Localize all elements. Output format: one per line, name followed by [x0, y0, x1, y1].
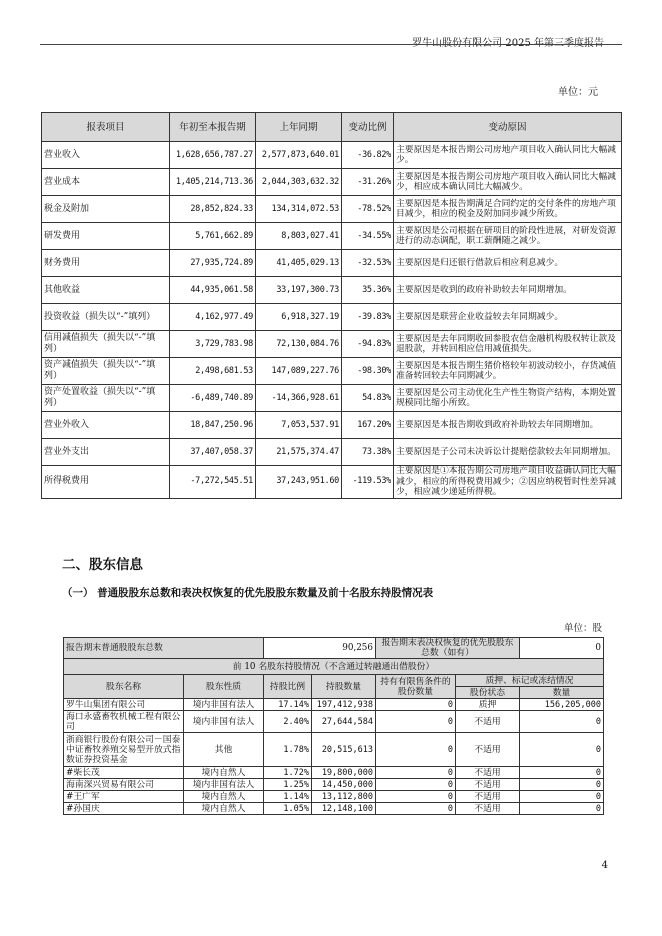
row-prior: 2,577,873,640.01 — [256, 142, 342, 169]
shareholder-restricted: 0 — [376, 733, 456, 767]
col-header-reason: 变动原因 — [394, 113, 622, 142]
hdr-pledge-group: 质押、标记或冻结情况 — [456, 675, 604, 687]
hdr-nature: 股东性质 — [184, 675, 264, 699]
shareholder-name: 海南深兴贸易有限公司 — [64, 779, 184, 791]
shareholder-name: #王广军 — [64, 791, 184, 803]
shareholder-name: 浙商银行股份有限公司－国泰中证畜牧养殖交易型开放式指数证券投资基金 — [64, 733, 184, 767]
total-label: 报告期末普通股股东总数 — [64, 638, 264, 659]
row-ratio: -98.30% — [342, 358, 394, 385]
shareholder-nature: 其他 — [184, 733, 264, 767]
table-row — [42, 250, 622, 277]
table-row — [42, 277, 622, 304]
row-item: 资产处置收益（损失以“-”填列） — [42, 385, 170, 412]
row-ratio: -36.82% — [342, 142, 394, 169]
shareholder-table — [63, 637, 604, 815]
top10-title: 前 10 名股东持股情况（不含通过转融通出借股份） — [64, 659, 604, 675]
shareholder-ratio: 1.25% — [264, 779, 312, 791]
shareholder-name: 罗牛山集团有限公司 — [64, 699, 184, 711]
shareholder-name: 海口永盛畜牧机械工程有限公司 — [64, 711, 184, 733]
row-prior: 8,803,027.41 — [256, 223, 342, 250]
row-prior: 21,575,374.47 — [256, 439, 342, 466]
page-header-title: 罗牛山股份有限公司 2025 年第三季度报告 — [412, 38, 604, 49]
shareholder-restricted: 0 — [376, 767, 456, 779]
financial-change-table — [41, 112, 622, 499]
shareholder-row — [64, 711, 604, 733]
top10-title-row — [64, 659, 604, 675]
shareholder-qty: 13,112,800 — [312, 791, 376, 803]
row-item: 营业成本 — [42, 169, 170, 196]
row-item: 其他收益 — [42, 277, 170, 304]
row-prior: 7,053,537.91 — [256, 412, 342, 439]
shareholder-restricted: 0 — [376, 803, 456, 815]
shareholder-ratio: 1.72% — [264, 767, 312, 779]
shareholder-nature: 境内非国有法人 — [184, 711, 264, 733]
shareholder-row — [64, 699, 604, 711]
row-item: 税金及附加 — [42, 196, 170, 223]
hdr-qty: 持股数量 — [312, 675, 376, 699]
row-item: 所得税费用 — [42, 466, 170, 499]
row-current: 18,847,250.96 — [170, 412, 256, 439]
shareholder-pledge-qty: 0 — [520, 791, 604, 803]
row-reason: 主要原因是收到的政府补助较去年同期增加。 — [394, 277, 622, 304]
shareholder-pledge-status: 不适用 — [456, 711, 520, 733]
row-ratio: -119.53% — [342, 466, 394, 499]
table-row — [42, 142, 622, 169]
shareholder-qty: 19,800,000 — [312, 767, 376, 779]
shareholder-qty: 12,148,100 — [312, 803, 376, 815]
row-reason: 主要原因是本报告期满足合同约定的交付条件的房地产项目减少，相应的税金及附加同步减少所致。 — [394, 196, 622, 223]
row-ratio: 167.20% — [342, 412, 394, 439]
row-ratio: -94.83% — [342, 331, 394, 358]
row-prior: 6,918,327.19 — [256, 304, 342, 331]
shareholder-ratio: 1.05% — [264, 803, 312, 815]
financial-unit: 单位：元 — [558, 87, 598, 98]
shareholder-ratio: 1.78% — [264, 733, 312, 767]
row-current: 4,162,977.49 — [170, 304, 256, 331]
row-current: 2,498,681.53 — [170, 358, 256, 385]
shareholder-nature: 境内自然人 — [184, 791, 264, 803]
row-reason: 主要原因是公司主动优化生产性生物资产结构，本期处置规模同比缩小所致。 — [394, 385, 622, 412]
shareholder-pledge-qty: 0 — [520, 733, 604, 767]
shareholder-ratio: 2.40% — [264, 711, 312, 733]
hdr-pledge-qty: 数量 — [520, 687, 604, 699]
table-row — [42, 385, 622, 412]
row-reason: 主要原因是归还银行借款后相应利息减少。 — [394, 250, 622, 277]
shareholder-pledge-qty: 0 — [520, 767, 604, 779]
shareholder-nature: 境内自然人 — [184, 767, 264, 779]
row-item: 营业外收入 — [42, 412, 170, 439]
row-reason: 主要原因是联营企业收益较去年同期减少。 — [394, 304, 622, 331]
row-item: 营业收入 — [42, 142, 170, 169]
shareholder-pledge-status: 不适用 — [456, 767, 520, 779]
row-current: 1,628,656,787.27 — [170, 142, 256, 169]
row-current: -6,489,740.89 — [170, 385, 256, 412]
row-ratio: -78.52% — [342, 196, 394, 223]
row-ratio: 35.36% — [342, 277, 394, 304]
header-divider — [40, 44, 622, 45]
row-current: 44,935,061.58 — [170, 277, 256, 304]
shareholder-total-row — [64, 638, 604, 659]
shareholder-ratio: 17.14% — [264, 699, 312, 711]
hdr-ratio: 持股比例 — [264, 675, 312, 699]
row-reason: 主要原因是本报告期公司房地产项目收入确认同比大幅减少，相应成本确认同比大幅减少。 — [394, 169, 622, 196]
shareholder-nature: 境内自然人 — [184, 803, 264, 815]
shareholder-row — [64, 791, 604, 803]
row-ratio: -39.83% — [342, 304, 394, 331]
shareholder-restricted: 0 — [376, 699, 456, 711]
row-current: 5,761,662.89 — [170, 223, 256, 250]
shareholder-row — [64, 733, 604, 767]
shareholder-pledge-status: 不适用 — [456, 803, 520, 815]
row-prior: 134,314,072.53 — [256, 196, 342, 223]
shareholder-pledge-qty: 0 — [520, 779, 604, 791]
row-prior: 72,130,084.76 — [256, 331, 342, 358]
table-row — [42, 412, 622, 439]
shareholder-name: #柴长茂 — [64, 767, 184, 779]
row-ratio: -32.53% — [342, 250, 394, 277]
row-prior: -14,366,928.61 — [256, 385, 342, 412]
row-prior: 2,044,303,632.32 — [256, 169, 342, 196]
shareholder-header-row-1 — [64, 675, 604, 687]
table-row — [42, 466, 622, 499]
shareholder-pledge-qty: 0 — [520, 711, 604, 733]
shareholder-qty: 14,450,000 — [312, 779, 376, 791]
row-ratio: 54.83% — [342, 385, 394, 412]
row-ratio: -34.55% — [342, 223, 394, 250]
row-prior: 37,243,951.60 — [256, 466, 342, 499]
col-header-prior: 上年同期 — [256, 113, 342, 142]
page-number: 4 — [601, 860, 608, 871]
shareholder-pledge-status: 不适用 — [456, 733, 520, 767]
shareholder-unit: 单位：股 — [563, 623, 602, 634]
shareholder-name: #孙国庆 — [64, 803, 184, 815]
col-header-current: 年初至本报告期 — [170, 113, 256, 142]
table-row — [42, 358, 622, 385]
row-item: 投资收益（损失以“-”填列） — [42, 304, 170, 331]
section-subtitle: （一） 普通股股东总数和表决权恢复的优先股股东数量及前十名股东持股情况表 — [62, 587, 434, 599]
row-current: -7,272,545.51 — [170, 466, 256, 499]
shareholder-qty: 27,644,584 — [312, 711, 376, 733]
table-header-row — [42, 113, 622, 142]
section-title: 二、股东信息 — [62, 557, 143, 573]
row-reason: 主要原因是公司根据在研项目的阶段性进展，对研发资源进行的动态调配，职工薪酬随之减少。 — [394, 223, 622, 250]
row-current: 3,729,783.98 — [170, 331, 256, 358]
row-prior: 147,089,227.76 — [256, 358, 342, 385]
shareholder-qty: 197,412,938 — [312, 699, 376, 711]
total-value: 90,256 — [264, 638, 376, 659]
row-item: 营业外支出 — [42, 439, 170, 466]
row-reason: 主要原因是子公司未决诉讼计提赔偿款较去年同期增加。 — [394, 439, 622, 466]
col-header-item: 报表项目 — [42, 113, 170, 142]
shareholder-nature: 境内非国有法人 — [184, 779, 264, 791]
row-item: 研发费用 — [42, 223, 170, 250]
shareholder-qty: 20,515,613 — [312, 733, 376, 767]
shareholder-pledge-qty: 0 — [520, 803, 604, 815]
shareholder-pledge-status: 质押 — [456, 699, 520, 711]
row-current: 1,405,214,713.36 — [170, 169, 256, 196]
table-row — [42, 304, 622, 331]
shareholder-nature: 境内非国有法人 — [184, 699, 264, 711]
row-ratio: -31.26% — [342, 169, 394, 196]
table-row — [42, 331, 622, 358]
shareholder-pledge-qty: 156,205,000 — [520, 699, 604, 711]
pref-label: 报告期末表决权恢复的优先股股东总数（如有） — [376, 638, 520, 659]
row-item: 财务费用 — [42, 250, 170, 277]
shareholder-restricted: 0 — [376, 791, 456, 803]
shareholder-pledge-status: 不适用 — [456, 791, 520, 803]
row-reason: 主要原因是本报告期公司房地产项目收入确认同比大幅减少。 — [394, 142, 622, 169]
row-reason: 主要原因是去年同期收回参股农信金融机构股权转让款及退股款，并转回相应信用减值损失。 — [394, 331, 622, 358]
row-ratio: 73.38% — [342, 439, 394, 466]
row-current: 37,407,058.37 — [170, 439, 256, 466]
shareholder-row — [64, 767, 604, 779]
row-prior: 33,197,300.73 — [256, 277, 342, 304]
col-header-ratio: 变动比例 — [342, 113, 394, 142]
pref-value: 0 — [520, 638, 604, 659]
row-reason: 主要原因是①本报告期公司房地产项目收益确认同比大幅减少，相应的所得税费用减少；②因应纳税暂时性差异减少，相应减少递延所得税。 — [394, 466, 622, 499]
hdr-name: 股东名称 — [64, 675, 184, 699]
shareholder-row — [64, 803, 604, 815]
table-row — [42, 196, 622, 223]
shareholder-restricted: 0 — [376, 711, 456, 733]
row-reason: 主要原因是本报告期收到政府补助较去年同期增加。 — [394, 412, 622, 439]
shareholder-pledge-status: 不适用 — [456, 779, 520, 791]
table-row — [42, 439, 622, 466]
shareholder-ratio: 1.14% — [264, 791, 312, 803]
hdr-pledge-status: 股份状态 — [456, 687, 520, 699]
row-current: 28,852,824.33 — [170, 196, 256, 223]
row-item: 信用减值损失（损失以“-”填列） — [42, 331, 170, 358]
row-current: 27,935,724.89 — [170, 250, 256, 277]
shareholder-restricted: 0 — [376, 779, 456, 791]
hdr-restricted: 持有有限售条件的股份数量 — [376, 675, 456, 699]
row-reason: 主要原因是本报告期生猪价格较年初波动较小，存货减值准备转回较去年同期减少。 — [394, 358, 622, 385]
row-item: 资产减值损失（损失以“-”填列） — [42, 358, 170, 385]
shareholder-row — [64, 779, 604, 791]
table-row — [42, 223, 622, 250]
table-row — [42, 169, 622, 196]
row-prior: 41,405,029.13 — [256, 250, 342, 277]
